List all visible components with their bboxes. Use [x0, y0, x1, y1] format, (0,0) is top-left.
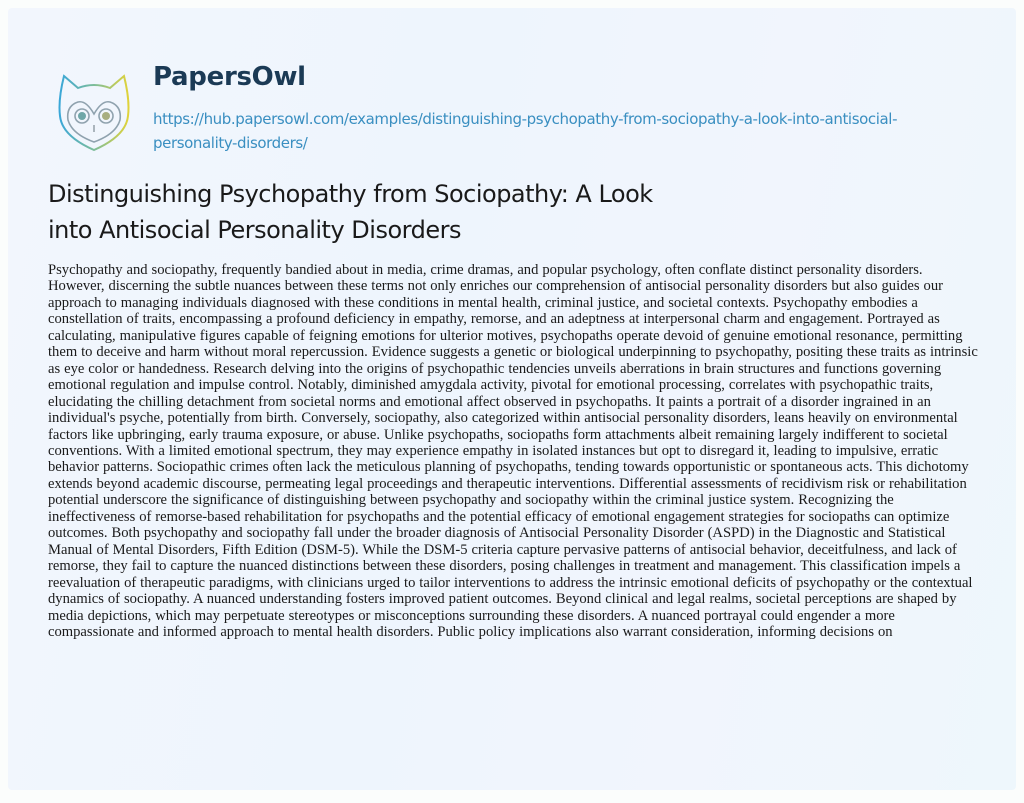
brand-name[interactable]: PapersOwl — [153, 62, 306, 92]
article-body: Psychopathy and sociopathy, frequently bandied about in media, crime dramas, and popular psychology, often conflate distinct personality disorders. However, discerning the subtle nuances between these terms not only enriches our comprehension of antisocial personality disorders but also guides our approach to managing individuals diagnosed with these conditions in mental health, criminal justice, and societal contexts. Psychopathy embodies a constellation of traits, encompassing a profound deficiency in empathy, remorse, and an adeptness at interpersonal charm and engagement. Portrayed as calculating, manipulative figures capable of feigning emotions for ulterior motives, psychopaths operate devoid of genuine emotional resonance, permitting them to deceive and harm without moral repercussion. Evidence suggests a genetic or biological underpinning to psychopathy, positing these traits as intrinsic as eye color or handedness. Research delving into the origins of psychopathic tendencies unveils aberrations in brain structures and functions governing emotional regulation and impulse control. Notably, diminished amygdala activity, pivotal for emotional processing, correlates with psychopathic traits, elucidating the chilling detachment from societal norms and emotional affect observed in psychopaths. It paints a portrait of a disorder ingrained in an individual's psyche, potentially from birth. Conversely, sociopathy, also categorized within antisocial personality disorders, leans heavily on environmental factors like upbringing, early trauma exposure, or abuse. Unlike psychopaths, sociopaths form attachments albeit remaining largely indifferent to societal conventions. With a limited emotional spectrum, they may experience empathy in isolated instances but opt to disregard it, leading to impulsive, erratic behavior patterns. Sociopathic crimes often lack the meticulous planning of psychopaths, tending towards opportunistic or spontaneous acts. This dichotomy extends beyond academic discourse, permeating legal proceedings and therapeutic interventions. Differential assessments of recidivism risk or rehabilitation potential underscore the significance of distinguishing between psychopathy and sociopathy within the criminal justice system. Recognizing the ineffectiveness of remorse-based rehabilitation for psychopaths and the potential efficacy of emotional engagement strategies for sociopaths can optimize outcomes. Both psychopathy and sociopathy fall under the broader diagnosis of Antisocial Personality Disorder (ASPD) in the Diagnostic and Statistical Manual of Mental Disorders, Fifth Edition (DSM-5). While the DSM-5 criteria capture pervasive patterns of antisocial behavior, deceitfulness, and lack of remorse, they fail to capture the nuanced distinctions between these disorders, posing challenges in treatment and management. This classification impels a reevaluation of therapeutic paradigms, with clinicians urged to tailor interventions to address the intrinsic emotional deficits of psychopathy or the contextual dynamics of sociopathy. A nuanced understanding fosters improved patient outcomes. Beyond clinical and legal realms, societal perceptions are shaped by media depictions, which may perpetuate stereotypes or misconceptions surrounding these disorders. A nuanced portrayal could engender a more compassionate and informed approach to mental health disorders. Public policy implications also warrant consideration, informing decisions on — [48, 262, 978, 640]
page-card — [8, 8, 1016, 790]
article-title: Distinguishing Psychopathy from Sociopathy: A Look into Antisocial Personality Disorders — [48, 180, 653, 244]
owl-logo-icon — [56, 70, 132, 154]
source-url[interactable]: https://hub.papersowl.com/examples/distinguishing-psychopathy-from-sociopathy-a-look-into-antisocial-personality-disorders/ — [153, 110, 898, 152]
